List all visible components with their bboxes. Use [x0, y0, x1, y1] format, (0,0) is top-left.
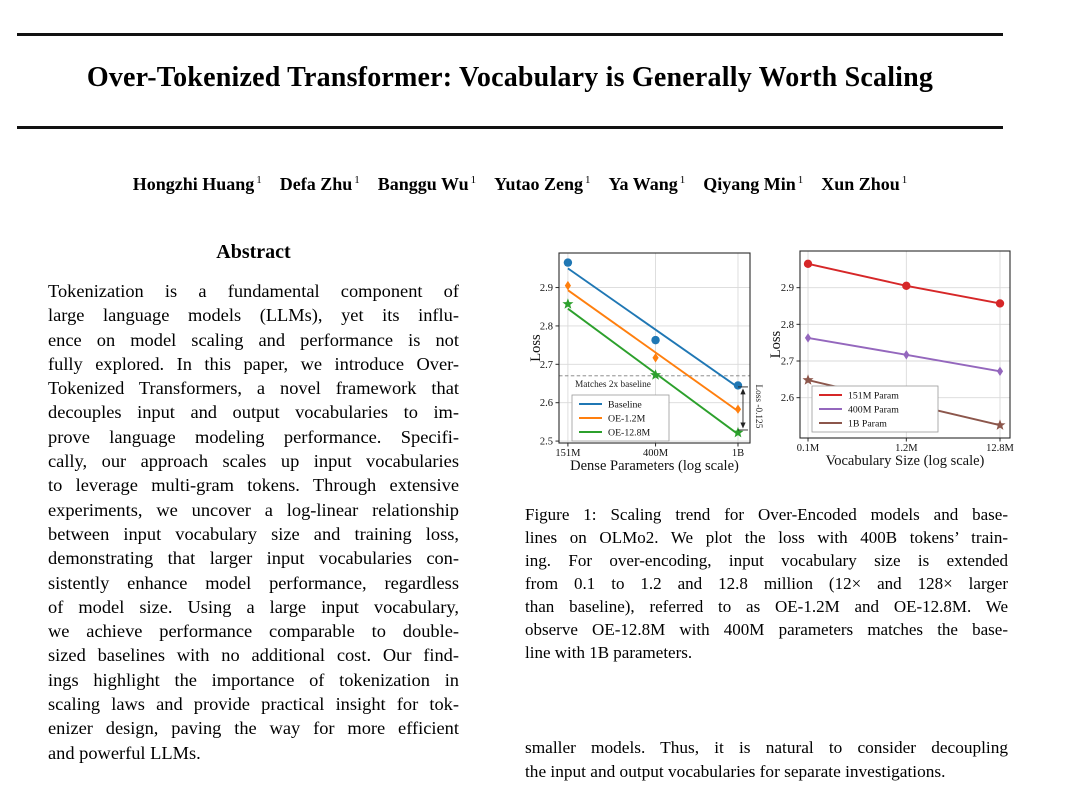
svg-text:2.6: 2.6 [539, 398, 553, 410]
svg-text:1B: 1B [731, 448, 745, 459]
svg-text:400M: 400M [643, 448, 669, 459]
svg-text:12.8M: 12.8M [986, 443, 1014, 454]
paper-title: Over-Tokenized Transformer: Vocabulary is Generally Worth Scaling [86, 62, 934, 93]
text-line: to leverage multi-gram tokens. Through extensive [48, 475, 459, 496]
text-line: than baseline), referred to as OE-1.2M and OE-12.8M. We [525, 597, 1008, 616]
text-line: cally, our approach scales up input vocabularies [48, 451, 459, 472]
svg-text:2.7: 2.7 [780, 356, 794, 368]
text-line: and powerful LLMs. [48, 742, 201, 763]
text-line: sized baselines with no additional cost. Our find- [48, 645, 459, 666]
svg-text:Matches 2x baseline: Matches 2x baseline [575, 379, 651, 390]
author: Qiyang Min $^1$ [703, 174, 804, 194]
text-line: ing. For over-encoding, input vocabulary size is extended [525, 551, 1008, 570]
svg-text:151M Param: 151M Param [848, 390, 899, 402]
svg-text:2.9: 2.9 [539, 283, 553, 295]
svg-text:Baseline: Baseline [608, 399, 642, 411]
body-paragraph [525, 736, 1008, 785]
text-line: ings highlight the importance of tokenization in [48, 669, 459, 690]
svg-text:2.8: 2.8 [780, 319, 794, 331]
text-line: ence on model scaling and performance is not [48, 329, 459, 350]
text-line: Tokenized Transformers, a novel framework that [48, 378, 459, 399]
text-line: of model size. Using a large input vocabulary, [48, 596, 459, 617]
text-line: sistently enhance model performance, regardless [48, 572, 459, 593]
text-line: large language models (LLMs), yet its influ- [48, 305, 459, 326]
svg-text:2.7: 2.7 [539, 359, 553, 371]
text-line: scaling laws and provide practical insight for tok- [48, 694, 459, 715]
text-line: the input and output vocabularies for separate investigations. [525, 762, 946, 782]
text-line: decouples input and output vocabularies to im- [48, 402, 459, 423]
text-line: Tokenization is a fundamental component of [48, 281, 459, 301]
left-column [48, 241, 459, 765]
svg-text:151M: 151M [555, 448, 581, 459]
author: Xun Zhou $^1$ [821, 174, 908, 194]
author-list [0, 174, 1040, 195]
svg-text:Loss -0.125: Loss -0.125 [752, 384, 763, 429]
figure1-caption [525, 503, 1008, 664]
author: Hongzhi Huang $^1$ [132, 174, 262, 194]
text-line: prove language modeling performance. Specifi- [48, 426, 459, 447]
svg-text:Vocabulary Size (log scale): Vocabulary Size (log scale) [825, 453, 985, 469]
svg-text:Dense Parameters (log scale): Dense Parameters (log scale) [570, 458, 739, 474]
text-line: between input vocabulary size and training loss, [48, 523, 459, 544]
header-rule-bottom [17, 126, 1003, 129]
text-line: fully explored. In this paper, we introduce Over- [48, 353, 459, 374]
author: Defa Zhu $^1$ [279, 174, 360, 194]
header-rule-top [17, 33, 1003, 36]
scaling-chart-dense-params [530, 240, 770, 486]
svg-text:1.2M: 1.2M [895, 443, 918, 454]
scaling-chart-vocab-size [770, 240, 1022, 486]
svg-text:2.8: 2.8 [539, 321, 553, 333]
text-line: Figure 1: Scaling trend for Over-Encoded models and base- [525, 505, 1008, 524]
text-line: smaller models. Thus, it is natural to consider decoupling [525, 738, 1008, 757]
text-line: lines on OLMo2. We plot the loss with 400B tokens’ train- [525, 528, 1008, 547]
author: Yutao Zeng $^1$ [494, 174, 591, 194]
text-line: from 0.1 to 1.2 and 12.8 million (12× and 128× larger [525, 574, 1008, 593]
svg-text:OE-1.2M: OE-1.2M [608, 413, 646, 425]
text-line: enizer design, paving the way for more efficient [48, 718, 459, 739]
text-line: experiments, we uncover a log-linear relationship [48, 499, 459, 520]
svg-text:2.6: 2.6 [780, 393, 794, 405]
svg-text:2.9: 2.9 [780, 283, 794, 295]
abstract-heading: Abstract [216, 241, 291, 263]
abstract-text [48, 279, 459, 765]
svg-text:1B Param: 1B Param [848, 418, 887, 430]
svg-text:2.5: 2.5 [539, 436, 553, 448]
svg-text:Loss: Loss [768, 330, 784, 359]
text-line: observe OE-12.8M with 400M parameters matches the base- [525, 620, 1008, 639]
svg-text:400M Param: 400M Param [848, 404, 899, 416]
svg-text:OE-12.8M: OE-12.8M [608, 427, 651, 439]
author: Ya Wang $^1$ [608, 174, 686, 194]
text-line: line with 1B parameters. [525, 643, 693, 662]
svg-text:Loss: Loss [528, 334, 544, 362]
text-line: we achieve performance comparable to double- [48, 621, 459, 642]
svg-text:0.1M: 0.1M [796, 443, 820, 454]
author: Banggu Wu $^1$ [377, 174, 477, 194]
text-line: demonstrating that larger input vocabularies con- [48, 548, 459, 569]
